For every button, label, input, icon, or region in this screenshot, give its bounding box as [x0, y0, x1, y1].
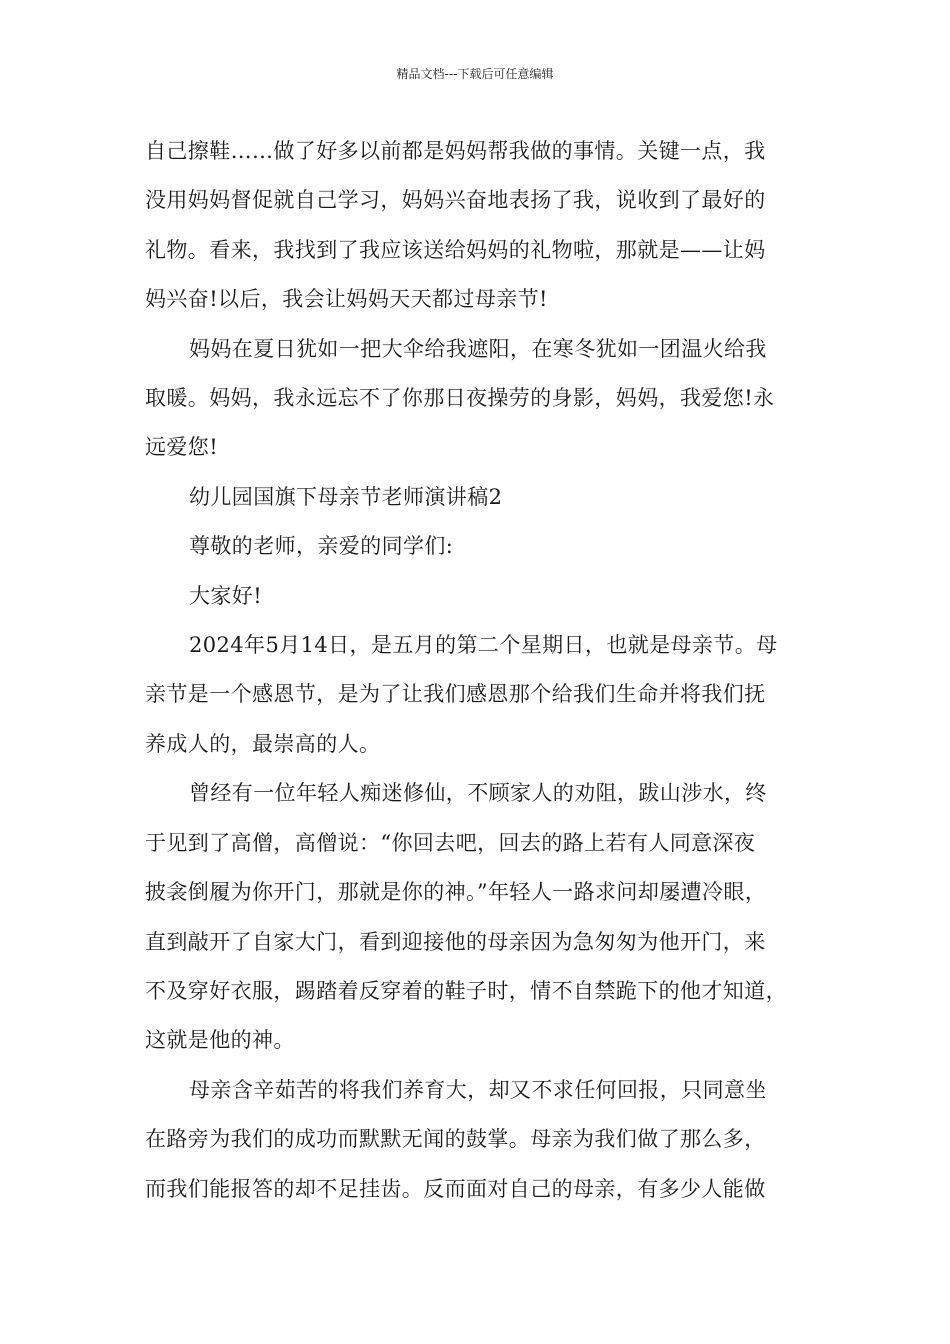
text-line: 取暖。妈妈，我永远忘不了你那日夜操劳的身影，妈妈，我爱您!永 [145, 386, 775, 411]
text-line: 母亲含辛茹苦的将我们养育大，却又不求任何回报，只同意坐 [189, 1077, 767, 1102]
salutation [145, 522, 825, 571]
paragraph-2 [145, 325, 825, 473]
text-line: 大家好! [189, 583, 263, 608]
text-line: 妈兴奋!以后，我会让妈妈天天都过母亲节! [145, 287, 548, 312]
text-line: 不及穿好衣服，踢踏着反穿着的鞋子时，情不自禁跪下的他才知道， [145, 978, 787, 1003]
document-body [145, 127, 825, 1214]
paragraph-1 [145, 127, 825, 325]
text-line: 2024年5月14日，是五月的第二个星期日，也就是母亲节。母 [189, 633, 778, 658]
page-header: 精品文档---下载后可任意编辑 [396, 67, 554, 81]
text-line: 亲节是一个感恩节，是为了让我们感恩那个给我们生命并将我们抚 [145, 682, 766, 707]
text-line: 没用妈妈督促就自己学习，妈妈兴奋地表扬了我，说收到了最好的 [145, 188, 766, 213]
text-line: 披衾倒履为你开门，那就是你的神。”年轻人一路求问却屡遭冷眼， [145, 880, 767, 905]
paragraph-3 [145, 621, 825, 769]
greeting [145, 572, 825, 621]
paragraph-5 [145, 1066, 825, 1214]
section-title [145, 473, 825, 522]
text-line: 礼物。看来，我找到了我应该送给妈妈的礼物啦，那就是——让妈 [145, 237, 766, 262]
text-line: 而我们能报答的却不足挂齿。反而面对自己的母亲，有多少人能做 [145, 1176, 766, 1201]
text-line: 曾经有一位年轻人痴迷修仙，不顾家人的劝阻，跋山涉水，终 [189, 781, 767, 806]
paragraph-4 [145, 769, 825, 1065]
text-line: 直到敲开了自家大门，看到迎接他的母亲因为急匆匆为他开门，来 [145, 929, 766, 954]
text-line: 于见到了高僧，高僧说：“你回去吧，回去的路上若有人同意深夜 [145, 830, 756, 855]
text-line: 养成人的，最崇高的人。 [145, 731, 381, 756]
text-line: 妈妈在夏日犹如一把大伞给我遮阳，在寒冬犹如一团温火给我 [189, 336, 767, 361]
text-line: 在路旁为我们的成功而默默无闻的鼓掌。母亲为我们做了那么多， [145, 1127, 766, 1152]
text-line: 自己擦鞋……做了好多以前都是妈妈帮我做的事情。关键一点，我 [145, 139, 766, 163]
text-line: 远爱您! [145, 435, 219, 460]
text-line: 幼儿园国旗下母亲节老师演讲稿2 [189, 484, 503, 509]
text-line: 尊敬的老师，亲爱的同学们: [189, 534, 454, 559]
text-line: 这就是他的神。 [145, 1028, 295, 1053]
